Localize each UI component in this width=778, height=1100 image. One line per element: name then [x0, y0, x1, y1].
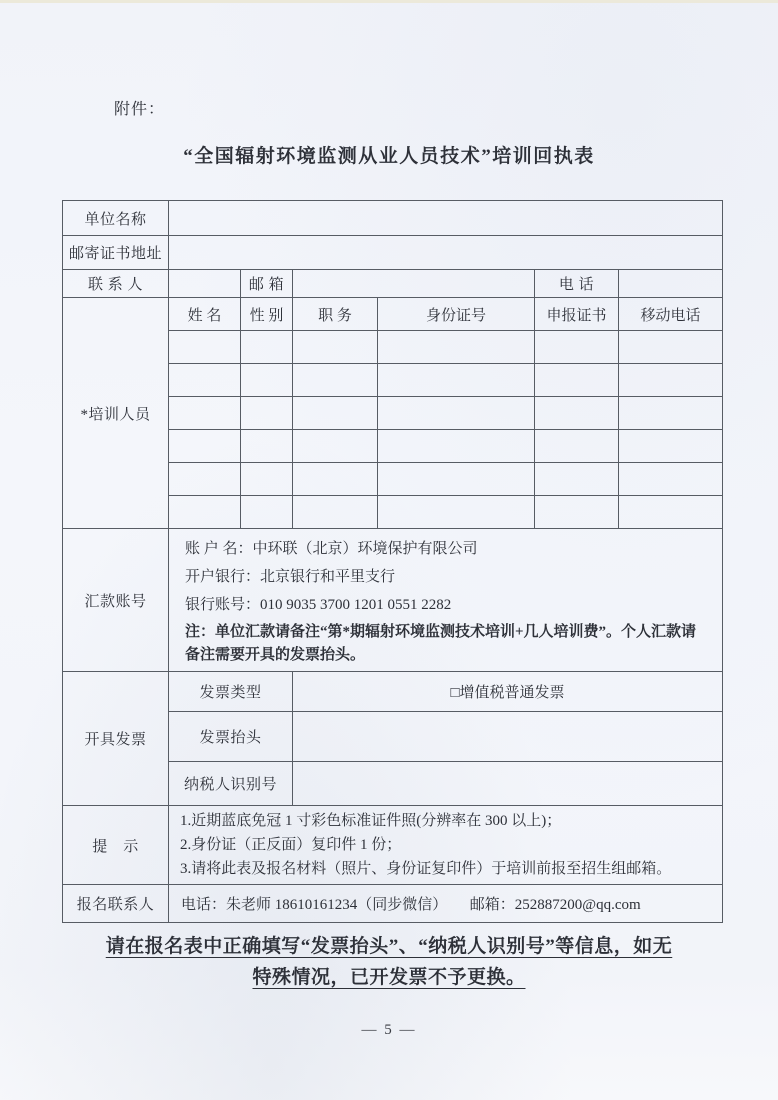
trainee-cell: [293, 364, 378, 397]
remit-account-number: 银行账号：010 9035 3700 1201 0551 2282: [185, 597, 452, 613]
trainee-cell: [169, 397, 241, 430]
tax-id-label: 纳税人识别号: [169, 762, 293, 806]
tips-row: [63, 806, 723, 885]
trainee-cell: [619, 496, 723, 529]
trainee-cell: [535, 331, 619, 364]
trainee-cell: [293, 463, 378, 496]
trainee-cell: [378, 364, 535, 397]
trainee-cell: [535, 364, 619, 397]
trainee-cell: [169, 364, 241, 397]
trainee-cell: [241, 463, 293, 496]
footer-warning-line1: 请在报名表中正确填写“发票抬头”、“纳税人识别号”等信息，如无: [105, 936, 673, 957]
unit-name-row: [63, 201, 723, 236]
training-reply-form: [62, 200, 723, 923]
invoice-type-checkbox-value: □增值税普通发票: [293, 672, 723, 712]
tip-line-1: 1.近期蓝底免冠 1 寸彩色标准证件照(分辨率在 300 以上)；: [180, 813, 562, 829]
trainee-cell: [241, 397, 293, 430]
invoice-type-label: 发票类型: [169, 672, 293, 712]
trainee-cell: [241, 496, 293, 529]
remittance-details: [169, 529, 723, 672]
footer-warning-line2: 特殊情况，已开发票不予更换。: [252, 967, 526, 988]
trainee-cell: [535, 430, 619, 463]
col-mobile: 移动电话: [619, 298, 723, 331]
mailing-address-label: 邮寄证书地址: [63, 236, 169, 270]
attachment-label: 附件：: [114, 101, 166, 118]
scan-edge-top: [0, 0, 778, 3]
mailing-address-row: [63, 236, 723, 270]
trainees-label: *培训人员: [63, 298, 169, 529]
invoice-title-field: [293, 712, 723, 762]
email-field: [293, 270, 535, 298]
page-number: — 5 —: [361, 1022, 417, 1038]
invoice-title-label: 发票抬头: [169, 712, 293, 762]
trainee-cell: [293, 430, 378, 463]
trainee-cell: [619, 430, 723, 463]
trainee-cell: [378, 496, 535, 529]
registration-contact-value: 电话：朱老师 18610161234（同步微信） 邮箱：252887200@qq.com: [169, 885, 723, 923]
email-label: 邮 箱: [241, 270, 293, 298]
trainee-cell: [293, 397, 378, 430]
trainee-cell: [619, 397, 723, 430]
trainee-header-row: [63, 298, 723, 331]
col-name: 姓 名: [169, 298, 241, 331]
tips-content: [169, 806, 723, 885]
trainee-cell: [619, 331, 723, 364]
trainee-cell: [535, 463, 619, 496]
page-title: “全国辐射环境监测从业人员技术”培训回执表: [183, 146, 595, 167]
trainee-cell: [535, 397, 619, 430]
phone-label: 电 话: [535, 270, 619, 298]
trainee-cell: [293, 496, 378, 529]
trainee-cell: [241, 430, 293, 463]
col-certificate: 申报证书: [535, 298, 619, 331]
remit-note: 注：单位汇款请备注“第*期辐射环境监测技术培训+几人培训费”。个人汇款请备注需要开具的发票抬头。: [185, 624, 697, 663]
trainee-cell: [378, 397, 535, 430]
contact-name-field: [169, 270, 241, 298]
footer-warning: [0, 931, 778, 993]
trainee-cell: [293, 331, 378, 364]
contact-row: [63, 270, 723, 298]
remittance-row: [63, 529, 723, 672]
trainee-cell: [241, 331, 293, 364]
trainee-cell: [619, 463, 723, 496]
trainee-cell: [169, 430, 241, 463]
invoice-type-row: [63, 672, 723, 712]
remit-bank: 开户银行：北京银行和平里支行: [185, 569, 396, 585]
invoice-label: 开具发票: [63, 672, 169, 806]
unit-name-field: [169, 201, 723, 236]
registration-contact-label: 报名联系人: [63, 885, 169, 923]
trainee-cell: [169, 463, 241, 496]
phone-field: [619, 270, 723, 298]
trainee-cell: [619, 364, 723, 397]
col-id-number: 身份证号: [378, 298, 535, 331]
trainee-cell: [535, 496, 619, 529]
tip-line-2: 2.身份证（正反面）复印件 1 份；: [180, 837, 402, 853]
trainee-cell: [378, 463, 535, 496]
trainee-cell: [169, 331, 241, 364]
remittance-label: 汇款账号: [63, 529, 169, 672]
trainee-cell: [378, 331, 535, 364]
unit-name-label: 单位名称: [63, 201, 169, 236]
trainee-cell: [169, 496, 241, 529]
tip-line-3: 3.请将此表及报名材料（照片、身份证复印件）于培训前报至招生组邮箱。: [180, 861, 672, 877]
col-position: 职 务: [293, 298, 378, 331]
tax-id-field: [293, 762, 723, 806]
mailing-address-field: [169, 236, 723, 270]
contact-label: 联 系 人: [63, 270, 169, 298]
trainee-cell: [378, 430, 535, 463]
trainee-cell: [241, 364, 293, 397]
tips-label: 提 示: [63, 806, 169, 885]
registration-contact-row: [63, 885, 723, 923]
remit-account-name: 账 户 名：中环联（北京）环境保护有限公司: [185, 541, 478, 557]
col-gender: 性 别: [241, 298, 293, 331]
